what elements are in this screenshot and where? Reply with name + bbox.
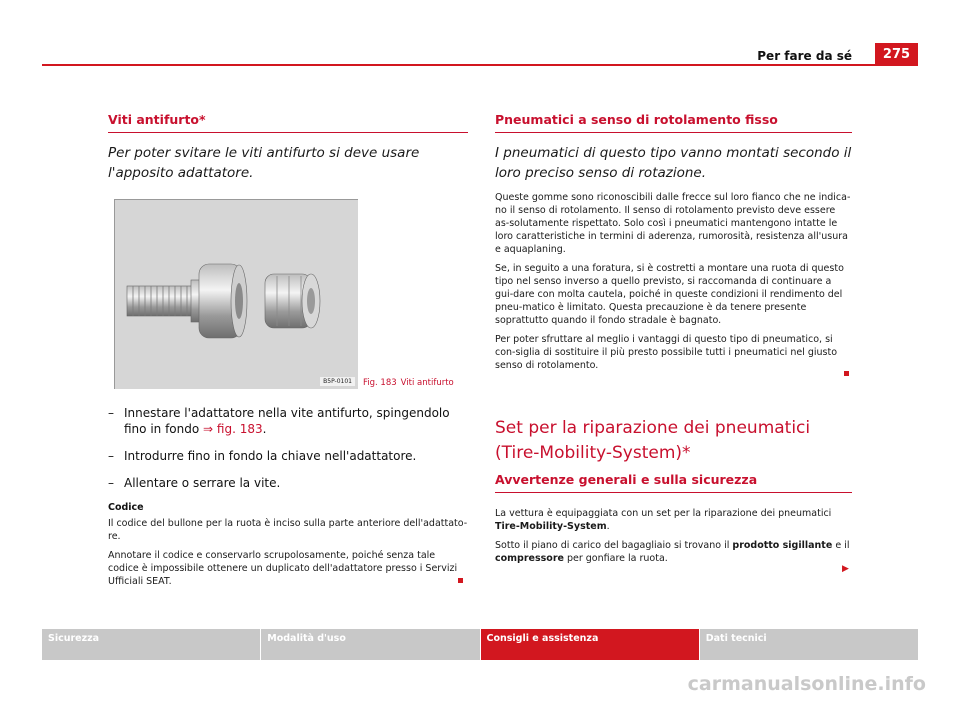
- list-item: – Allentare o serrare la vite.: [108, 476, 281, 490]
- body-paragraph: Sotto il piano di carico del bagagliaio si trovano il prodotto sigillante e il compressore per gonfiare la ruota.: [495, 540, 850, 564]
- section-title-antitheft-bolts: Viti antifurto*: [108, 112, 468, 133]
- section-title-directional-tyres: Pneumatici a senso di rotolamento fisso: [495, 112, 852, 133]
- bolt-thread: [127, 286, 193, 316]
- red-square-icon: [844, 371, 849, 376]
- chapter-title-tire-mobility: Set per la riparazione dei pneumatici (Tire-Mobility-System)*: [495, 418, 811, 463]
- body-paragraph: La vettura è equipaggiata con un set per la riparazione dei pneumatici Tire-Mobility-System.: [495, 508, 832, 532]
- list-item: – Introdurre fino in fondo la chiave nell'adattatore.: [108, 449, 417, 463]
- figure-image: [114, 199, 358, 389]
- lead-paragraph-left: Per poter svitare le viti antifurto si deve usare l'apposito adattatore.: [108, 145, 420, 181]
- list-item: – Innestare l'adattatore nella vite antifurto, spingendolo fino in fondo ⇒ fig. 183.: [108, 406, 450, 436]
- figure-caption: [363, 378, 454, 388]
- tab-modalita-duso[interactable]: Modalità d'uso: [261, 629, 479, 660]
- figure-code: B5P-0101: [320, 377, 355, 386]
- figure-183: [114, 199, 464, 389]
- red-square-icon: [458, 578, 463, 583]
- tab-dati-tecnici[interactable]: Dati tecnici: [700, 629, 918, 660]
- header-rule: [42, 64, 918, 66]
- body-paragraph: Se, in seguito a una foratura, si è costretti a montare una ruota di questo tipo nel senso inverso a quello previsto, si raccomanda di continuare a gui-dare con molta cautela, poiché in queste condizioni il rendimento del pneu-matico è limitato. Questa precauzione è da tenere presente soprattutto quando il fondo stradale è bagnato.: [495, 263, 844, 326]
- lead-paragraph-right: I pneumatici di questo tipo vanno montati secondo il loro preciso senso di rotazione.: [495, 145, 852, 181]
- instruction-list: [108, 405, 468, 491]
- code-heading: Codice: [108, 502, 144, 513]
- antitheft-bolt-illustration: [115, 200, 359, 390]
- tab-consigli-assistenza[interactable]: Consigli e assistenza: [481, 629, 699, 660]
- watermark: carmanualsonline.info: [687, 673, 926, 695]
- body-paragraph: Per poter sfruttare al meglio i vantaggi di questo tipo di pneumatico, si con-siglia di sostituire il più presto possibile tutti i pneumatici nel giusto senso di rotolamento.: [495, 334, 838, 371]
- footer-nav: [42, 629, 918, 660]
- body-paragraph: Queste gomme sono riconoscibili dalle frecce sul loro fianco che ne indica-no il senso di rotolamento. Il senso di rotolamento previsto deve essere as-solutamente rispettato. Solo così i pneumatici mantengono intatte le loro caratteristiche in termini di aderenza, rumorosità, resistenza all'usura e aquaplaning.: [495, 192, 851, 255]
- arrow-right-icon: ▶: [842, 564, 849, 574]
- header-section-title: Per fare da sé: [757, 49, 852, 63]
- figure-label: Fig. 183: [363, 378, 397, 388]
- right-column: [495, 112, 852, 565]
- tab-sicurezza[interactable]: Sicurezza: [42, 629, 260, 660]
- subsection-title-safety: Avvertenze generali e sulla sicurezza: [495, 472, 852, 493]
- body-paragraph: Il codice del bullone per la ruota è inciso sulla parte anteriore dell'adattato-re.: [108, 518, 468, 542]
- figure-reference-link[interactable]: ⇒ fig. 183: [203, 422, 263, 436]
- page-number: 275: [875, 43, 918, 66]
- figure-caption-text: Viti antifurto: [400, 378, 454, 388]
- body-paragraph: Annotare il codice e conservarlo scrupolosamente, poiché senza tale codice è impossibile ottenere un duplicato dell'adattatore presso i Servizi Ufficiali SEAT.: [108, 550, 458, 587]
- left-column: [108, 112, 468, 588]
